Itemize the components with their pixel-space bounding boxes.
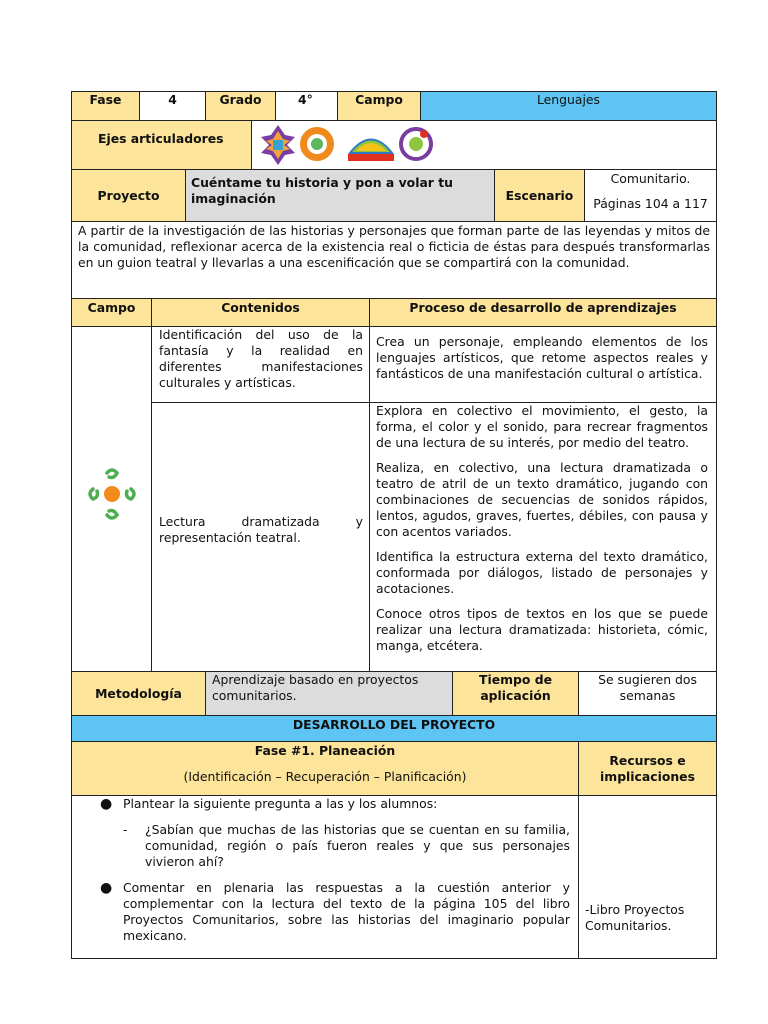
proceso-1-cell: [369, 326, 717, 403]
project-description: A partir de la investigación de las historias y personajes que forman parte de las leyendas y mitos de la comunidad, reflexionar acerca de la existencia real o ficticia de éstas para después transformarlas en un guion teatral y llevarlas a una escenificación que se compartirá con la comunidad.: [78, 223, 710, 270]
col-proceso-label: Proceso de desarrollo de aprendizajes: [409, 300, 677, 315]
activity-item: [72, 880, 570, 944]
escenario-label: Escenario: [505, 187, 574, 203]
proceso-2-item: Explora en colectivo el movimiento, el gesto, la forma, el color y el sonido, para recrear fragmentos de una lectura de su interés, por medio del teatro.: [376, 403, 708, 450]
campo-value-cell: [420, 91, 717, 121]
proceso-1: Crea un personaje, empleando elementos de los lenguajes artísticos, que retome aspectos reales y fantásticos de una manifestación cultural o artística.: [376, 334, 708, 381]
activity-text: Plantear la siguiente pregunta a las y los alumnos:: [123, 796, 438, 811]
fase-label: Fase: [89, 92, 122, 107]
proceso-2-cell: [369, 402, 717, 672]
ejes-label-cell: [71, 120, 252, 170]
pensamiento-critico-icon: [300, 127, 334, 161]
inclusion-icon: [261, 125, 295, 165]
fase-value-cell: [139, 91, 206, 121]
escenario-value: Comunitario.: [610, 171, 691, 186]
col-campo-label: Campo: [87, 300, 136, 315]
proyecto-label-cell: [71, 169, 186, 222]
col-contenidos-label: Contenidos: [221, 300, 300, 315]
grado-value-cell: [275, 91, 338, 121]
contenido-1-cell: [151, 326, 370, 403]
grado-value: 4°: [298, 92, 313, 107]
activity-question: ¿Sabían que muchas de las historias que se cuentan en su familia, comunidad, región o país fueron reales y que sus personajes vivieron ahí?: [145, 822, 570, 869]
proyecto-value-cell: [185, 169, 495, 222]
lenguajes-icon: [87, 467, 137, 521]
metodologia-label: Metodología: [95, 685, 182, 701]
bullet-icon: ●: [100, 880, 113, 896]
fase1-title: Fase #1. Planeación: [254, 743, 396, 758]
fase1-body-cell: [71, 795, 579, 959]
col-contenidos-header: [151, 298, 370, 327]
proceso-2-item: Realiza, en colectivo, una lectura dramatizada o teatro de atril de un texto dramático, jugando con combinaciones de secuencias de sonidos rápidos, lentos, agudos, graves, fuertes, débiles, con pausa y con acentos variados.: [376, 460, 708, 539]
recursos-value-cell: [578, 795, 717, 959]
campo-icon-cell: [71, 326, 152, 672]
contenido-2: Lectura dramatizada y representación teatral.: [159, 514, 363, 545]
campo-label: Campo: [355, 92, 403, 107]
fase1-header-cell: [71, 741, 579, 796]
proyecto-title: Cuéntame tu historia y pon a volar tu imaginación: [191, 175, 453, 206]
escenario-value-cell: [584, 169, 717, 222]
ejes-icons-cell: [251, 120, 717, 170]
ejes-icons: [256, 121, 446, 169]
col-proceso-header: [369, 298, 717, 327]
proceso-2-item: Conoce otros tipos de textos en los que se puede realizar una lectura dramatizada: historieta, cómic, manga, etcétera.: [376, 606, 708, 653]
tiempo-value-cell: [578, 671, 717, 716]
desarrollo-title: DESARROLLO DEL PROYECTO: [292, 717, 496, 732]
col-campo-header: [71, 298, 152, 327]
metodologia-value: Aprendizaje basado en proyectos comunitarios.: [212, 672, 419, 703]
activity-item: [72, 796, 570, 812]
proyecto-label: Proyecto: [97, 187, 160, 203]
recursos-label: Recursos e implicaciones: [600, 752, 695, 784]
grado-label: Grado: [219, 92, 262, 107]
dash-icon: -: [123, 822, 128, 837]
proceso-2-item: Identifica la estructura externa del texto dramático, conformada por diálogos, listado de personajes y acotaciones.: [376, 549, 708, 596]
desarrollo-title-cell: [71, 715, 717, 742]
ejes-label: Ejes articuladores: [98, 131, 224, 146]
fase-label-cell: [71, 91, 140, 121]
fase1-subtitle: (Identificación – Recuperación – Planificación): [183, 769, 467, 784]
recursos-value: -Libro Proyectos Comunitarios.: [585, 902, 685, 933]
escenario-pages: Páginas 104 a 117: [593, 196, 708, 211]
contenido-2-cell: [151, 402, 370, 672]
contenido-1: Identificación del uso de la fantasía y la realidad en diferentes manifestaciones culturales y artísticas.: [159, 327, 363, 390]
recursos-header-cell: [578, 741, 717, 796]
interculturalidad-icon: [348, 139, 394, 162]
grado-label-cell: [205, 91, 276, 121]
description-cell: [71, 221, 717, 299]
vida-saludable-icon: [401, 129, 431, 159]
metodologia-label-cell: [71, 671, 206, 716]
activity-text: Comentar en plenaria las respuestas a la cuestión anterior y complementar con la lectura del texto de la página 105 del libro Proyectos Comunitarios, sobre las historias del imaginario popular mexicano.: [123, 880, 570, 943]
activity-subitem: [72, 822, 570, 870]
campo-value: Lenguajes: [537, 92, 600, 107]
metodologia-value-cell: [205, 671, 453, 716]
tiempo-value: Se sugieren dos semanas: [598, 672, 697, 703]
tiempo-label: Tiempo de aplicación: [479, 672, 552, 703]
tiempo-label-cell: [452, 671, 579, 716]
escenario-label-cell: [494, 169, 585, 222]
campo-label-cell: [337, 91, 421, 121]
bullet-icon: ●: [100, 796, 113, 812]
fase-value: 4: [168, 92, 177, 107]
